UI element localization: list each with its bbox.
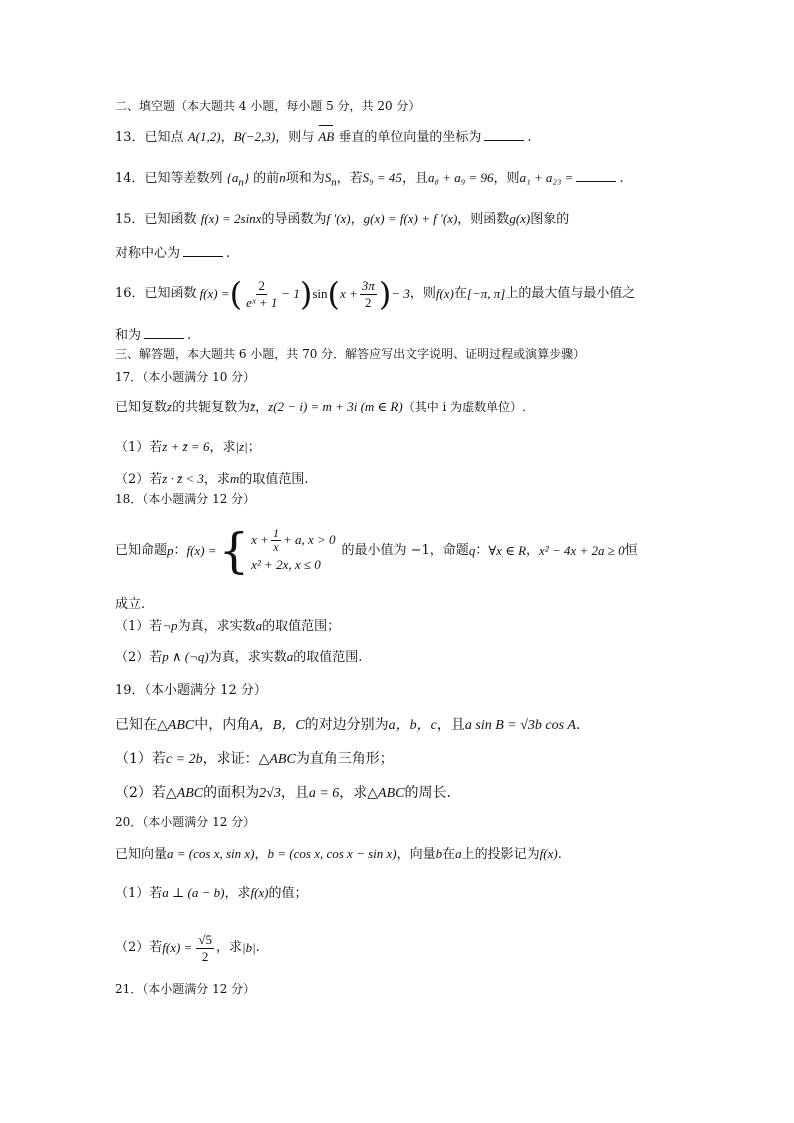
q13-text-3: 垂直的单位向量的坐标为 xyxy=(338,130,482,145)
question-16 xyxy=(115,274,714,314)
q16-fraction-1: $\frac{2}{\text{eˣ + 1}}$ xyxy=(246,277,278,310)
q18-p: p xyxy=(167,543,174,558)
q18-stem-text-4: ， xyxy=(526,543,540,558)
q13-text-2: ，则与 xyxy=(275,130,315,145)
q16-text-4: 上的最大值与最小值之 xyxy=(505,286,636,301)
q20-part-1-end: 的值； xyxy=(268,886,308,901)
q20-stem-text-2: ，向量 xyxy=(396,847,436,862)
q16-answer-blank[interactable] xyxy=(144,326,184,339)
q17-part-2-m: m xyxy=(229,471,240,486)
q16-fx: f(x) = xyxy=(199,286,230,301)
q19-part-2-text-2: ，且 xyxy=(280,785,309,801)
q21-heading: 21．（本小题满分 12 分） xyxy=(115,982,256,996)
q18-part-1-label: （1）若 xyxy=(115,619,163,634)
q16-fx-2: f(x) xyxy=(435,286,454,301)
q19-part-2-label: （2）若 xyxy=(115,785,166,801)
q20-part-1-label: （1）若 xyxy=(115,886,163,901)
q20-stem-end: . xyxy=(557,847,562,862)
q18-case-1: x + $\frac{1}{x}$ + a, x > 0 xyxy=(251,525,336,554)
q20-b: b xyxy=(435,846,443,861)
q18-part-1-text: 为真，求实数 xyxy=(177,619,256,634)
q13-point-b: B(−2,3) xyxy=(233,129,276,144)
q19-stem-text-3: 的对边分别为 xyxy=(304,717,389,733)
question-14 xyxy=(115,169,714,192)
q14-condition-2: a₈ + a₉ = 96 xyxy=(427,170,494,185)
q20-stem-text: 已知向量 xyxy=(115,847,168,862)
q18-forall: ∀x ∈ R xyxy=(488,543,527,558)
q17-part-2 xyxy=(115,470,714,489)
q18-colon: ： xyxy=(173,543,187,558)
q18-stem-text-5: 恒 xyxy=(624,543,638,558)
q20-part-1-condition: a ⊥ (a − b) xyxy=(162,885,225,900)
q19-part-2 xyxy=(115,784,714,803)
q19-part-1-triangle: △ABC xyxy=(258,752,296,767)
q14-end: . xyxy=(619,171,624,186)
q20-stem-text-3: 在 xyxy=(442,847,456,862)
q16-minus-1: − 1 xyxy=(281,286,300,301)
q19-equation: a sin B = √3b cos A xyxy=(464,718,576,733)
q19-sides: a，b，c xyxy=(388,718,437,733)
q15-function-f: f(x) = 2sinx xyxy=(200,211,262,226)
q20-part-2-text: ，求 xyxy=(215,940,242,955)
q15-text-2: 的导函数为 xyxy=(261,212,327,227)
q16-sin: sin xyxy=(312,286,328,301)
q20-fx: f(x) xyxy=(539,846,558,861)
q18-fx: f(x) = xyxy=(186,543,217,558)
q19-part-1-label: （1）若 xyxy=(115,751,166,767)
q19-part-2-area: 2√3 xyxy=(259,786,281,801)
q16-interval: [−π, π] xyxy=(466,286,506,301)
q18-stem-line-2: 成立. xyxy=(115,597,146,612)
q15-gx: g(x) xyxy=(509,211,531,226)
q20-comma: ， xyxy=(254,847,268,862)
q17-equation: z(2 − i) = m + 3i (m ∈ R) xyxy=(268,399,403,414)
q14-text-2: 的前 xyxy=(253,171,280,186)
q17-part-2-label: （2）若 xyxy=(115,472,163,487)
q18-part-1 xyxy=(115,617,714,636)
q14-text: 已知等差数列 xyxy=(144,171,223,186)
q14-text-6: ，则 xyxy=(493,171,520,186)
q20-part-2 xyxy=(115,928,714,968)
q20-part-1 xyxy=(115,884,714,903)
q20-part-2-fx: f(x) = xyxy=(162,940,193,955)
q20-stem xyxy=(115,845,714,864)
q18-stem-text: 已知命题 xyxy=(115,543,168,558)
question-16-line-2 xyxy=(115,326,714,345)
q19-stem-end: . xyxy=(575,717,581,733)
q19-stem-text-4: ，且 xyxy=(436,717,465,733)
question-15-line-2 xyxy=(115,244,714,263)
q16-end: . xyxy=(187,328,192,343)
q17-stem-text-4: （其中 i 为虚数单位）. xyxy=(402,400,526,414)
q17-part-1-text: ，求 xyxy=(209,440,236,455)
q16-left-paren-2: ( xyxy=(327,275,340,313)
q13-sep: ， xyxy=(220,130,234,145)
q17-part-1-label: （1）若 xyxy=(115,440,163,455)
q18-part-1-end: 的取值范围； xyxy=(262,619,341,634)
q14-condition-1: S₉ = 45 xyxy=(362,170,402,185)
q16-line-2-text: 和为 xyxy=(115,328,142,343)
section-2-heading: 二、填空题（本大题共 4 小题，每小题 5 分，共 20 分） xyxy=(115,99,421,113)
q19-part-2-triangle: △ABC xyxy=(165,786,204,801)
q17-part-2-text: ，求 xyxy=(203,472,230,487)
q17-part-1 xyxy=(115,438,714,457)
q20-part-2-fraction: $\frac{√5}{2}$ xyxy=(198,931,212,964)
q16-x-plus: x + xyxy=(340,286,358,301)
q18-part-2-label: （2）若 xyxy=(115,650,163,665)
q19-stem-text: 已知在 xyxy=(115,717,157,733)
q14-number: 14． xyxy=(115,171,145,186)
q17-stem xyxy=(115,398,714,417)
q14-sequence: $\{a_n\}$ xyxy=(226,170,250,189)
q15-text-5: 图象的 xyxy=(530,212,570,227)
q14-text-5: ，且 xyxy=(401,171,428,186)
q18-part-2-end: 的取值范围. xyxy=(293,650,363,665)
section-3-heading: 三、解答题，本大题共 6 小题，共 70 分．解答应写出文字说明、证明过程或演算步骤） xyxy=(115,347,586,361)
q19-heading: 19．（本小题满分 12 分） xyxy=(115,683,267,698)
q17-z: z xyxy=(167,399,173,414)
q17-part-1-condition: z + z̄ = 6 xyxy=(162,439,210,454)
q15-answer-blank[interactable] xyxy=(183,244,223,257)
q13-end: . xyxy=(527,130,532,145)
q20-part-2-ask: |b| xyxy=(242,940,256,955)
q18-part-1-condition: ¬p xyxy=(162,618,178,633)
q20-part-1-fx: f(x) xyxy=(250,885,269,900)
q15-text-3: ， xyxy=(350,212,364,227)
q18-piecewise xyxy=(218,523,336,579)
q15-text-4: ，则函数 xyxy=(457,212,510,227)
q18-stem xyxy=(115,518,714,584)
q18-inequality: x² − 4x + 2a ≥ 0 xyxy=(539,543,625,558)
q16-left-paren: ( xyxy=(229,275,243,313)
q13-vector-ab: AB xyxy=(318,129,335,144)
q20-vector-a: a = (cos x, sin x) xyxy=(167,846,255,861)
q13-point-a: A(1,2) xyxy=(187,129,221,144)
q16-fraction-2: $\frac{3\pi}{2}$ xyxy=(361,277,375,310)
q17-part-2-end: 的取值范围. xyxy=(239,472,309,487)
q18-case-2: x² + 2x, x ≤ 0 xyxy=(251,556,321,572)
q16-minus-3: − 3 xyxy=(391,286,410,301)
q20-stem-text-4: 上的投影记为 xyxy=(461,847,540,862)
q13-text: 已知点 xyxy=(144,130,184,145)
q19-part-2-text-3: ，求 xyxy=(339,785,368,801)
q17-part-2-condition: z · z̄ < 3 xyxy=(162,471,204,486)
q17-stem-text: 已知复数 xyxy=(115,400,168,415)
q16-right-paren-2: ) xyxy=(378,275,392,313)
q19-part-1-end: 为直角三角形； xyxy=(295,751,394,767)
q19-stem-text-2: 中，内角 xyxy=(194,717,251,733)
q16-text-2: ，则 xyxy=(409,286,436,301)
q16-right-paren: ) xyxy=(299,275,313,313)
q20-vector-b: b = (cos x, cos x − sin x) xyxy=(267,846,397,861)
q20-part-2-end: . xyxy=(255,940,260,955)
q16-text-3: 在 xyxy=(453,286,467,301)
q17-stem-text-2: 的共轭复数为 xyxy=(172,400,251,415)
q19-part-2-a: a = 6 xyxy=(308,786,340,801)
q17-stem-text-3: ， xyxy=(255,400,269,415)
q18-part-2-condition: p ∧ (¬q) xyxy=(162,649,209,664)
q15-line-2-text: 对称中心为 xyxy=(115,246,181,261)
q20-part-1-text: ，求 xyxy=(224,886,251,901)
question-15 xyxy=(115,210,714,229)
q13-number: 13． xyxy=(115,130,145,145)
q18-brace: { xyxy=(218,523,250,579)
q19-triangle: △ABC xyxy=(157,718,195,733)
q18-q: q xyxy=(468,543,476,558)
q14-ask: a₁ + a₂₃ = xyxy=(519,170,574,185)
q19-part-1 xyxy=(115,750,714,769)
q18-part-2-text: 为真，求实数 xyxy=(208,650,287,665)
q18-stem-text-3: ： xyxy=(475,543,489,558)
q18-part-2 xyxy=(115,648,714,667)
q19-part-2-triangle-2: △ABC xyxy=(367,786,405,801)
q14-text-4: ，若 xyxy=(336,171,363,186)
q19-part-2-text: 的面积为 xyxy=(203,785,260,801)
q17-zbar: z̄ xyxy=(250,399,256,414)
q18-part-2-a: a xyxy=(286,649,294,664)
q19-part-1-text: ，求证： xyxy=(202,751,259,767)
q18-heading: 18．（本小题满分 12 分） xyxy=(115,492,256,506)
q17-heading: 17．（本小题满分 10 分） xyxy=(115,370,256,384)
q20-part-2-label: （2）若 xyxy=(115,940,163,955)
q16-number: 16． xyxy=(115,286,145,301)
q13-answer-blank[interactable] xyxy=(484,128,524,141)
q18-stem-text-2: 的最小值为 −1，命题 xyxy=(341,543,469,558)
q14-n: n xyxy=(279,170,286,185)
q14-text-3: 项和为 xyxy=(285,171,325,186)
q19-part-2-end: 的周长. xyxy=(404,785,451,801)
q18-part-1-a: a xyxy=(255,618,263,633)
q15-end: . xyxy=(226,246,231,261)
q15-number: 15． xyxy=(115,212,145,227)
q14-answer-blank[interactable] xyxy=(576,169,616,182)
q20-a: a xyxy=(455,846,462,861)
q16-text: 已知函数 xyxy=(144,286,197,301)
q15-function-g: g(x) = f(x) + f ′(x) xyxy=(363,211,458,226)
q17-part-1-end: ； xyxy=(247,440,261,455)
q15-text: 已知函数 xyxy=(144,212,197,227)
q19-angles: A，B，C xyxy=(250,718,305,733)
q17-part-1-ask: |z| xyxy=(235,439,248,454)
q19-stem xyxy=(115,716,714,735)
question-13 xyxy=(115,128,714,147)
q20-heading: 20．（本小题满分 12 分） xyxy=(115,815,256,829)
q14-sn: $S_n$ xyxy=(324,170,337,189)
q19-part-1-condition: c = 2b xyxy=(165,752,203,767)
q15-derivative: f ′(x) xyxy=(326,211,351,226)
